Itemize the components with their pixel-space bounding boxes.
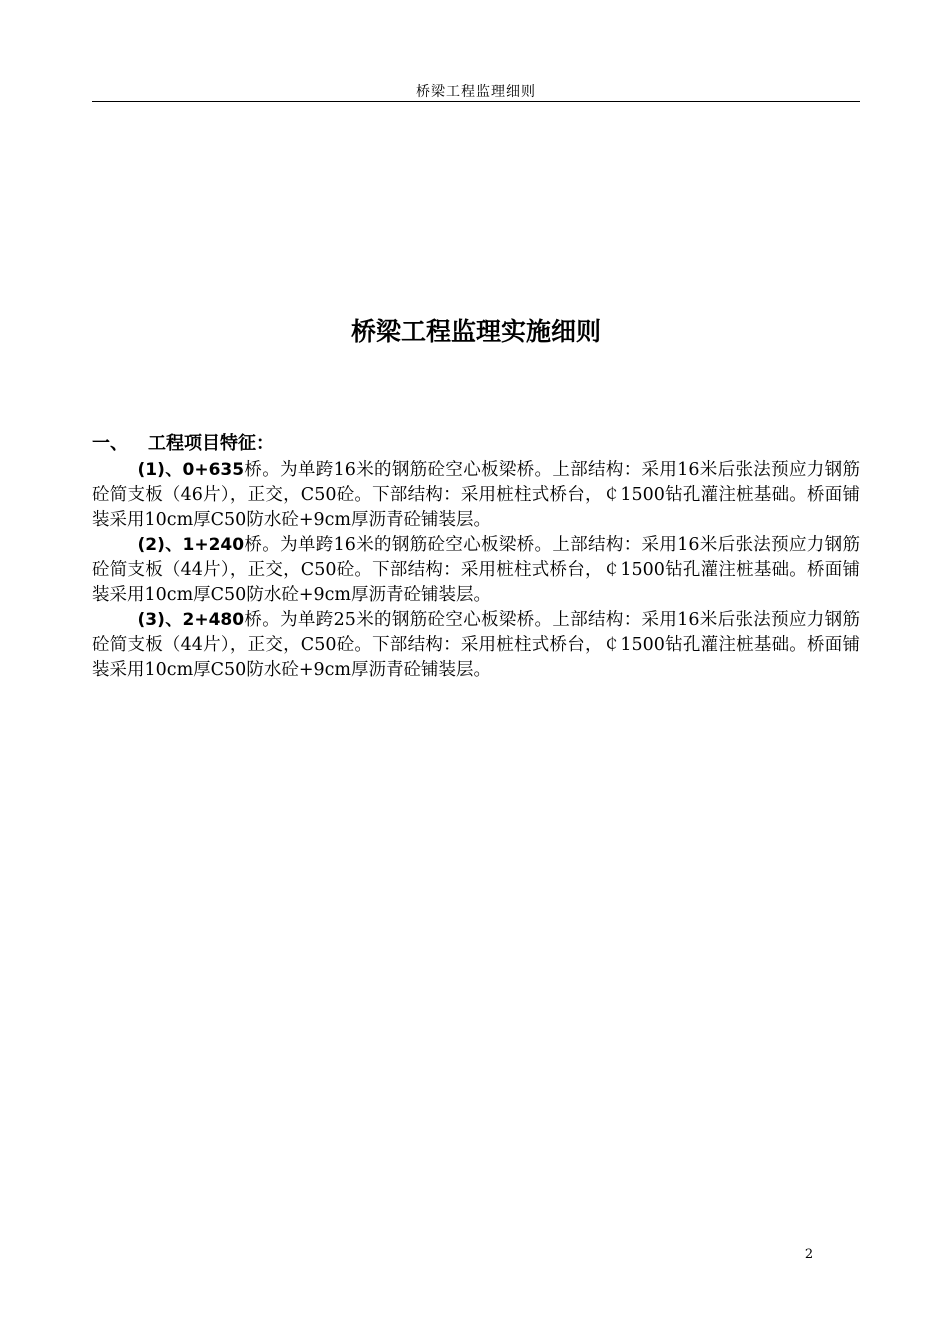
header-rule (92, 101, 860, 102)
paragraph-lead: (2)、1+240 (137, 535, 245, 555)
paragraph-text: 桥。为单跨16米的钢筋砼空心板梁桥。上部结构：采用16米后张法预应力钢筋砼简支板（46片），正交，C50砼。下部结构：采用桩柱式桥台，￠1500钻孔灌注桩基础。桥面铺装采用10cm厚C50防水砼+9cm厚沥青砼铺装层。 (92, 460, 860, 530)
bridge-paragraph-1 (92, 458, 860, 533)
section-heading-text: 工程项目特征： (148, 433, 274, 454)
paragraph-lead: (3)、2+480 (137, 610, 245, 630)
bridge-paragraph-3 (92, 608, 860, 683)
paragraph-text: 桥。为单跨16米的钢筋砼空心板梁桥。上部结构：采用16米后张法预应力钢筋砼简支板（44片），正交，C50砼。下部结构：采用桩柱式桥台，￠1500钻孔灌注桩基础。桥面铺装采用10cm厚C50防水砼+9cm厚沥青砼铺装层。 (92, 535, 860, 605)
paragraph-text: 桥。为单跨25米的钢筋砼空心板梁桥。上部结构：采用16米后张法预应力钢筋砼简支板（44片），正交，C50砼。下部结构：采用桩柱式桥台，￠1500钻孔灌注桩基础。桥面铺装采用10cm厚C50防水砼+9cm厚沥青砼铺装层。 (92, 610, 860, 680)
section-heading (92, 430, 860, 458)
paragraph-lead: (1)、0+635 (137, 460, 245, 480)
bridge-paragraph-2 (92, 533, 860, 608)
section-body (92, 458, 860, 683)
document-title: 桥梁工程监理实施细则 (350, 317, 601, 346)
page-number: 2 (804, 1247, 814, 1262)
section-number: 一、 (92, 433, 128, 454)
running-header: 桥梁工程监理细则 (416, 84, 536, 100)
